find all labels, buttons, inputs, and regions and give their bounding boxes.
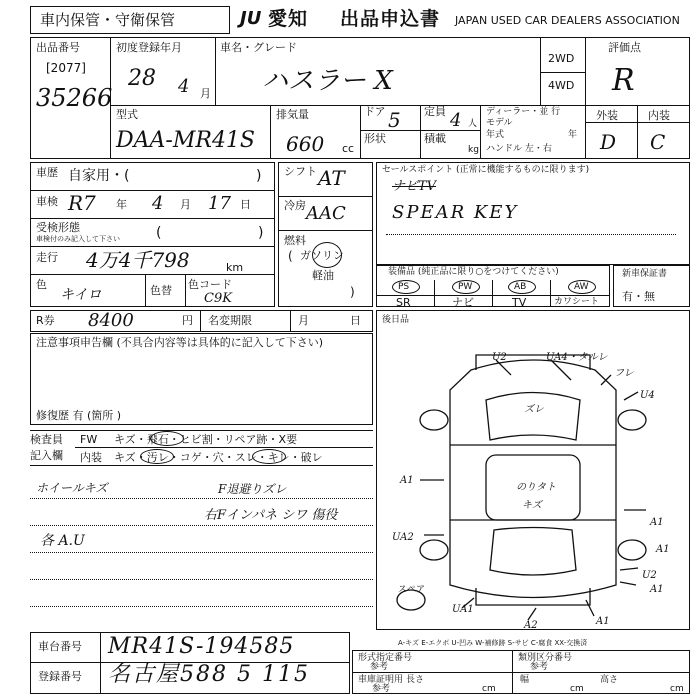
color-code-label: 色コード xyxy=(188,278,232,291)
equip-item-3: TV xyxy=(512,296,527,309)
dealer-line3-unit: 年 xyxy=(568,130,578,140)
chassis-label: 車台番号 xyxy=(38,640,82,653)
remark-line1: F退避りズレ xyxy=(218,482,287,496)
notes-repair: 修復歴 有 (箇所 ) xyxy=(36,409,122,422)
cert-len-label: 車庫証明用 xyxy=(358,675,404,685)
dealer-line4: ハンドル 左・右 xyxy=(486,144,552,154)
capacity-value: 4 xyxy=(450,110,462,131)
mileage-value: 4万4千798 xyxy=(86,248,190,272)
shift-value: AT xyxy=(318,166,345,190)
dealer-line2: モデル xyxy=(486,118,513,128)
equip-item-1: SR xyxy=(396,296,411,309)
diag-label-2: フレ xyxy=(614,368,634,379)
received-close: ) xyxy=(258,225,264,241)
name-change-month: 月 xyxy=(298,314,309,327)
cert-label1: 形式指定番号 xyxy=(358,653,413,663)
equip-top-4: AW xyxy=(574,282,589,292)
first-reg-month: 4 xyxy=(178,76,190,97)
cert-h: 高さ xyxy=(600,675,619,685)
cert-ref1: 参考 xyxy=(370,662,389,672)
lot-code: [2077] xyxy=(46,61,86,75)
capacity-label: 定員 xyxy=(424,105,446,118)
remark-line3: 各 A.U xyxy=(40,533,85,549)
cert-cm1: cm xyxy=(482,684,496,694)
shift-label: シフト xyxy=(284,165,317,178)
ext-grade: D xyxy=(600,130,617,154)
sales-label: セールスポイント (正常に機能するものに限ります) xyxy=(382,165,590,175)
received-note: 車検付のみ記入して下さい xyxy=(36,235,120,243)
recycle-unit: 円 xyxy=(182,314,193,327)
diag-label-5: A1 xyxy=(400,475,414,486)
displacement-label: 排気量 xyxy=(276,108,309,121)
history-label: 車歴 xyxy=(36,166,58,179)
cert-ref2: 参考 xyxy=(530,662,549,672)
diag-label-16: スペア xyxy=(398,585,426,595)
color-label: 色 xyxy=(36,278,47,291)
equip-item-2: ナビ xyxy=(452,296,474,309)
fuel-diesel: 軽油 xyxy=(312,269,334,282)
cert-w: 幅 xyxy=(520,675,530,685)
inspection-month: 4 xyxy=(152,193,164,214)
diag-label-3: U4 xyxy=(640,390,655,401)
inspection-label: 車検 xyxy=(36,195,58,208)
recycle-label: R券 xyxy=(36,314,55,327)
first-reg-month-unit: 月 xyxy=(200,87,211,100)
inspector-label2: 記入欄 xyxy=(30,449,63,462)
plate-label: 登録番号 xyxy=(38,670,82,683)
diag-label-12: A1 xyxy=(650,584,664,595)
equip-top-3: AB xyxy=(514,282,527,292)
fuel-close: ) xyxy=(350,285,355,299)
name-change-label: 名変期限 xyxy=(208,314,252,327)
name-change-day: 日 xyxy=(350,314,361,327)
diag-label-8: A1 xyxy=(650,517,664,528)
car-name-value: ハスラー X xyxy=(262,66,393,96)
recycle-value: 8400 xyxy=(88,310,134,331)
sales-note1: ナビTV xyxy=(392,179,437,194)
inspector-label1: 検査員 xyxy=(30,433,63,446)
displacement-unit: cc xyxy=(342,142,355,155)
equipment-label: 装備品 (純正品に限り○をつけてください) xyxy=(388,267,559,277)
diag-label-13: UA1 xyxy=(452,604,474,615)
warranty-value: 有・無 xyxy=(622,290,655,303)
plate-value: 名古屋588 5 115 xyxy=(108,662,310,687)
drive-4wd: 4WD xyxy=(548,79,575,92)
color-exchange-label: 色替 xyxy=(150,284,172,297)
diag-label-7: キズ xyxy=(522,500,542,511)
fuel-label: 燃料 xyxy=(284,234,306,247)
equip-top-1: PS xyxy=(398,282,410,292)
ac-label: 冷房 xyxy=(284,199,306,212)
diag-label-4: ズレ xyxy=(524,404,544,415)
cert-cm3: cm xyxy=(670,684,684,694)
inspection-day-unit: 日 xyxy=(240,198,251,211)
diag-label-9: UA2 xyxy=(392,532,414,543)
grade-label: 評価点 xyxy=(608,41,641,54)
history-value: 自家用・( xyxy=(68,168,130,184)
inspector-row1-head: FW xyxy=(80,433,98,446)
remark-line2: 右Fインパネ シワ 傷役 xyxy=(204,508,338,523)
doors-label: ドア xyxy=(364,105,386,118)
diag-label-6: のりタト xyxy=(516,482,556,493)
cert-label2: 類別区分番号 xyxy=(518,653,573,663)
displacement-value: 660 xyxy=(286,132,325,156)
recycle-row xyxy=(30,310,373,332)
inspector-row2-head: 内装 xyxy=(80,451,102,464)
received-label: 受検形態 xyxy=(36,221,80,234)
diag-label-0: U2 xyxy=(492,352,507,363)
drive-2wd: 2WD xyxy=(548,52,575,65)
ju-logo: JU xyxy=(240,8,262,29)
chassis-value: MR41S-194585 xyxy=(108,634,295,659)
int-grade: C xyxy=(650,130,666,154)
inspection-day: 17 xyxy=(208,193,231,214)
car-name-label: 車名・グレード xyxy=(220,41,297,54)
int-label: 内装 xyxy=(648,109,670,122)
association-name: JAPAN USED CAR DEALERS ASSOCIATION xyxy=(455,14,680,27)
ac-value: AAC xyxy=(306,203,346,224)
region-label: 愛知 xyxy=(268,8,309,30)
sales-note2: SPEAR KEY xyxy=(392,202,519,223)
storage-label: 車内保管・守衛保管 xyxy=(40,11,176,29)
lot-label: 出品番号 xyxy=(36,41,80,54)
car-damage-diagram xyxy=(376,330,690,630)
diag-label-1: UA4・タルレ xyxy=(546,352,608,363)
model-label: 型式 xyxy=(116,108,138,121)
diag-label-15: A1 xyxy=(596,616,610,627)
capacity-unit: 人 xyxy=(468,119,478,129)
mileage-unit: km xyxy=(226,261,244,274)
inspection-era: R7 xyxy=(68,191,96,215)
cert-len2: 長さ xyxy=(406,675,425,685)
notes-label: 注意事項申告欄 (不具合内容等は具体的に記入して下さい) xyxy=(36,336,324,349)
later-label: 後日品 xyxy=(382,315,410,325)
load-label: 積載 xyxy=(424,132,446,145)
first-reg-label: 初度登録年月 xyxy=(116,41,182,54)
received-open: ( xyxy=(156,225,162,241)
shape-label: 形状 xyxy=(364,132,386,145)
equip-top-2: PW xyxy=(458,282,473,292)
cert-ref3: 参考 xyxy=(372,684,391,694)
history-close: ) xyxy=(256,168,262,184)
diag-label-10: A1 xyxy=(656,544,670,555)
model-value: DAA-MR41S xyxy=(116,128,256,153)
color-code: C9K xyxy=(204,291,232,306)
form-title: 出品申込書 xyxy=(340,8,441,30)
fuel-circle xyxy=(312,242,342,268)
diagram-legend: A-キズ E-エクボ U-凹み W-補修跡 S-サビ C-腐食 XX-交換済 xyxy=(398,639,588,647)
load-unit: kg xyxy=(468,145,479,155)
fuel-open: ( xyxy=(288,249,293,263)
mileage-label: 走行 xyxy=(36,251,58,264)
diag-label-14: A2 xyxy=(524,620,538,630)
warranty-label: 新車保証書 xyxy=(622,269,668,279)
fuel-gas: ガソリン xyxy=(300,249,344,262)
equip-item-4: カワシート xyxy=(554,297,600,307)
lot-number: 35266 xyxy=(36,84,113,112)
inspection-year-unit: 年 xyxy=(116,198,127,211)
first-reg-year: 28 xyxy=(128,66,156,91)
inspector-row1: キズ・飛石・ヒビ割・リペア跡・X要 xyxy=(114,433,298,446)
inspector-row2: キズ・汚レ・コゲ・穴・スレ・キレ・破レ xyxy=(114,451,323,464)
ext-label: 外装 xyxy=(596,109,618,122)
cert-cm2: cm xyxy=(570,684,584,694)
color-value: キイロ xyxy=(60,287,102,303)
doors-value: 5 xyxy=(388,108,401,132)
grade-value: R xyxy=(612,63,635,98)
inspection-month-unit: 月 xyxy=(180,198,191,211)
remark-wheel: ホイールキズ xyxy=(36,481,108,495)
diag-label-11: U2 xyxy=(642,570,657,581)
dealer-line3: 年式 xyxy=(486,130,505,140)
dealer-line1: ディーラー・並 行 xyxy=(486,107,561,117)
